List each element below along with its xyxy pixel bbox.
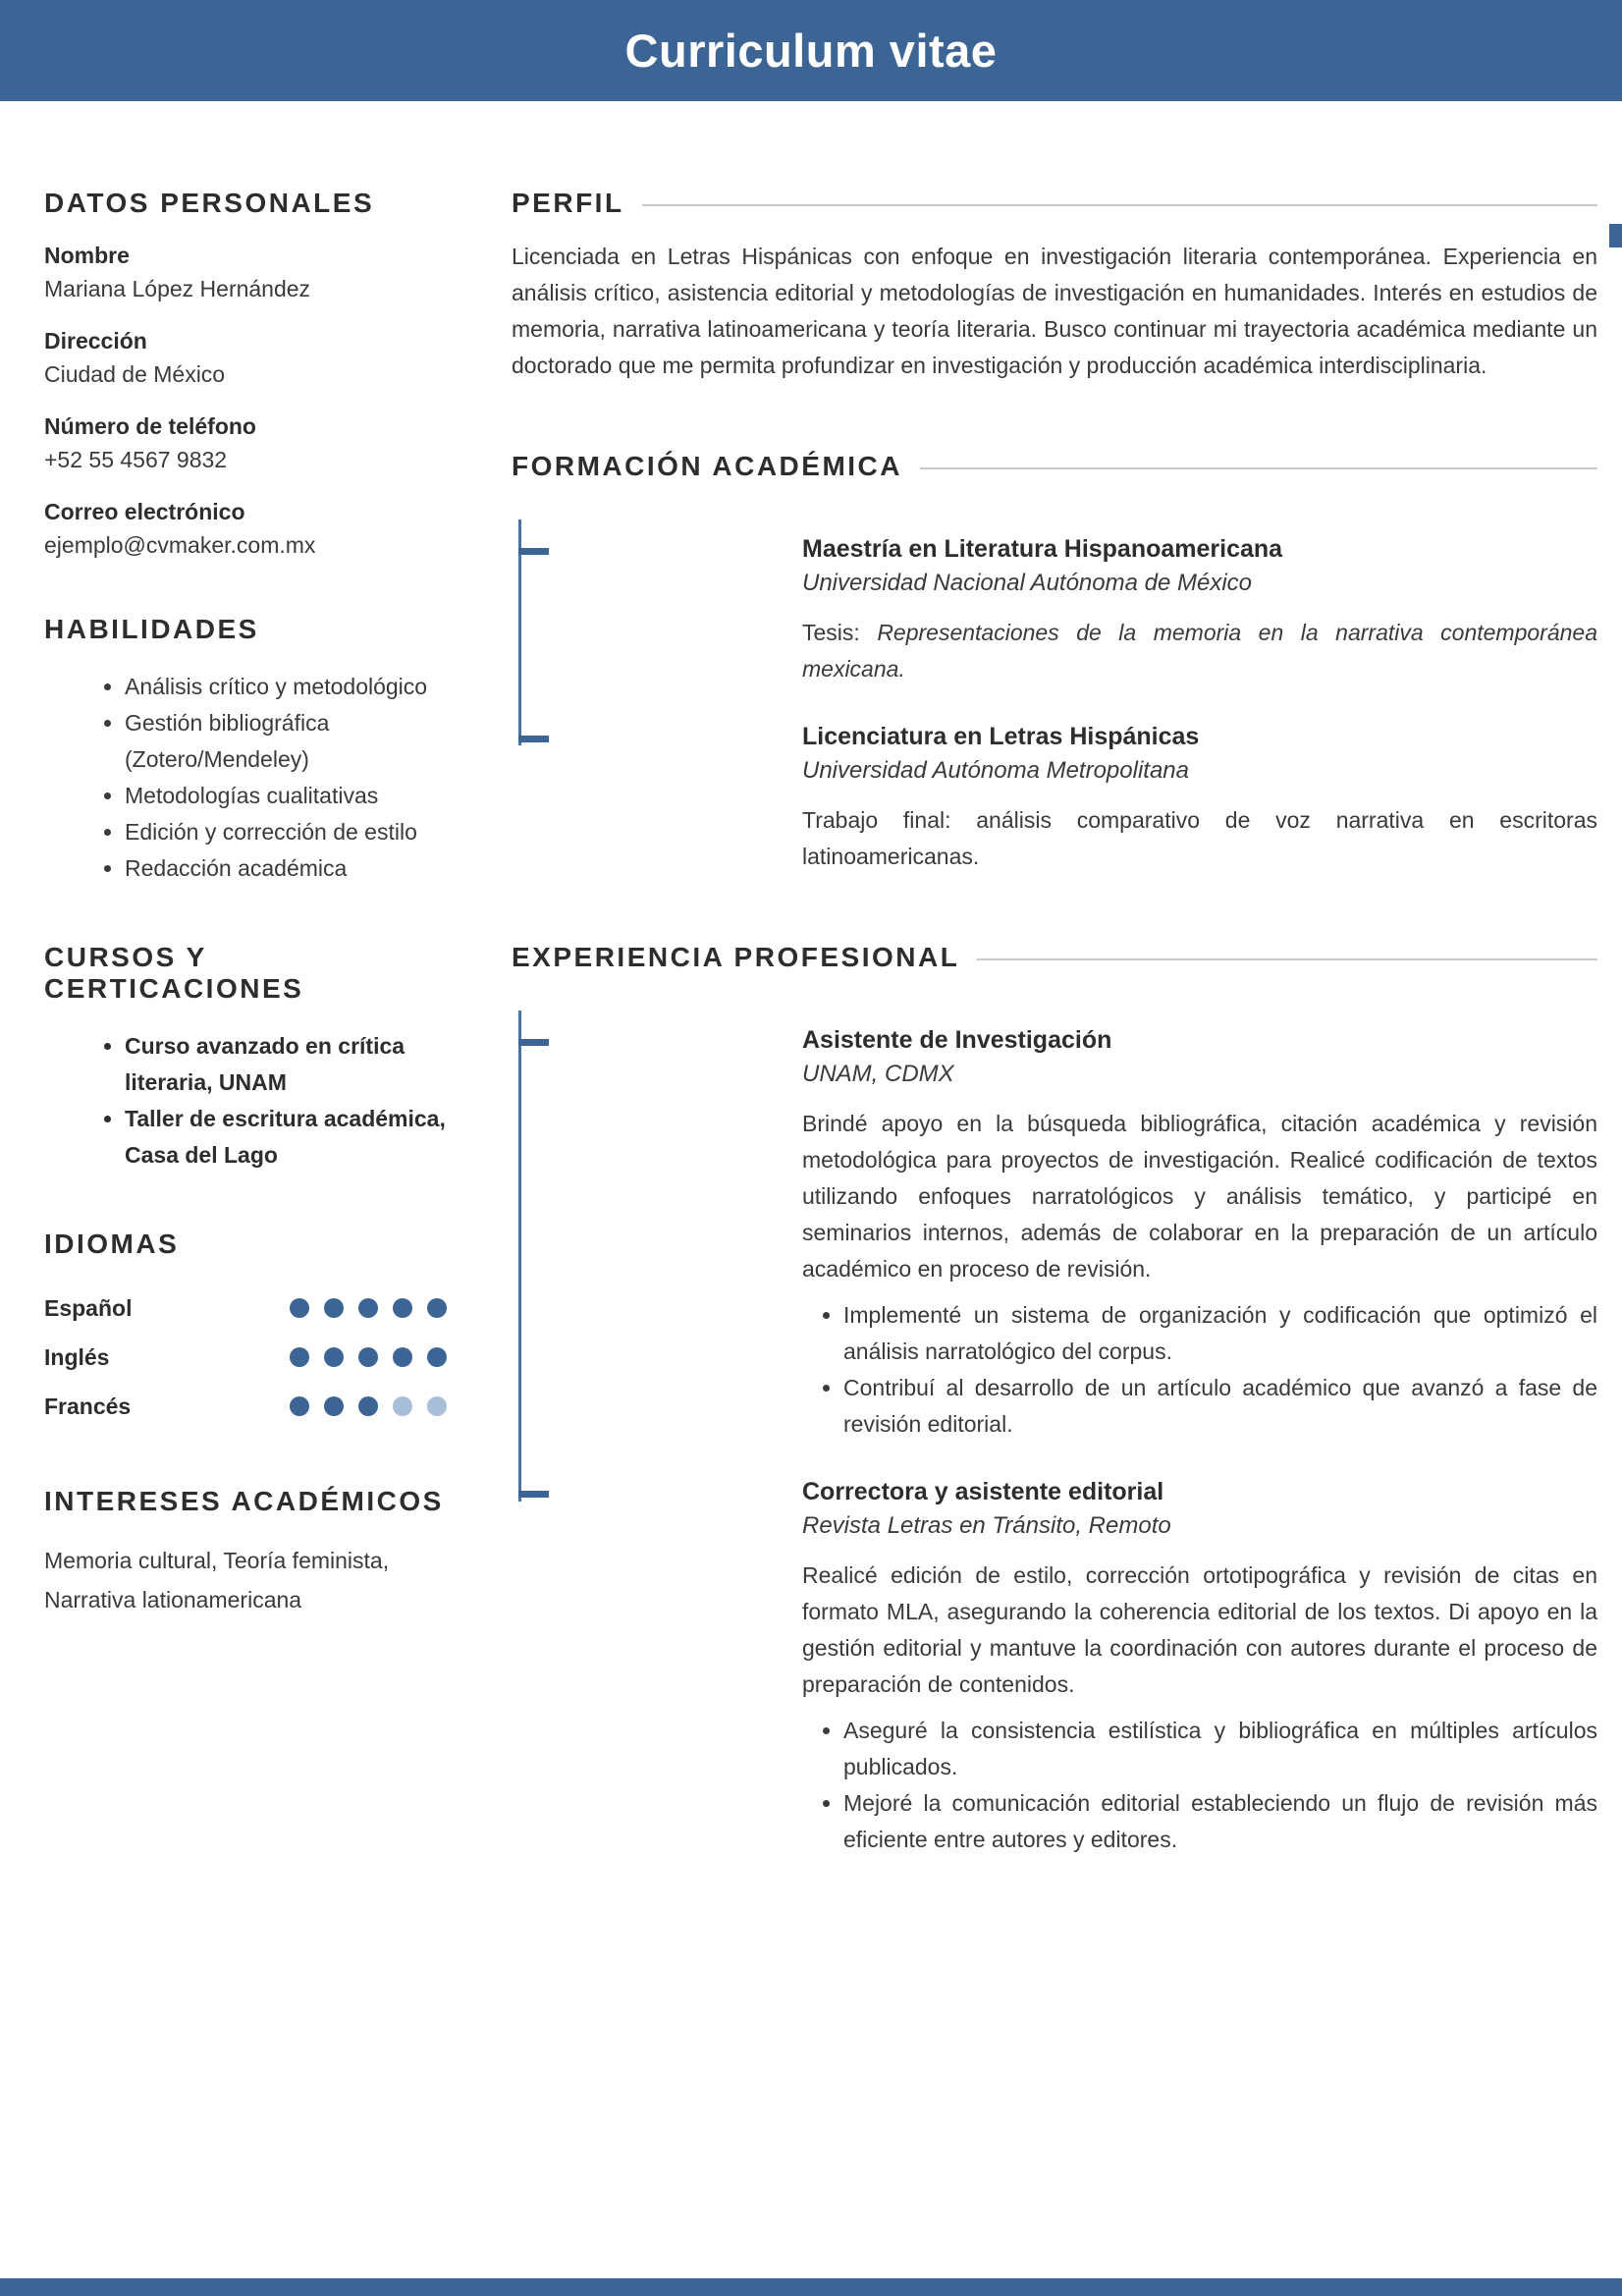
language-row — [44, 1284, 447, 1333]
entry-summary: Brindé apoyo en la búsqueda bibliográfica, citación académica y revisión metodológica para proyectos de investigación. Realicé codificación de textos utilizando enfoques narratológicos y análisis temático, y participé en seminarios internos, además de colaborar en la preparación de un artículo académico en proceso de revisión. — [802, 1111, 1597, 1282]
field-value: Ciudad de México — [44, 361, 226, 387]
language-level-dot — [427, 1298, 447, 1318]
section-datos-personales — [44, 188, 447, 559]
perfil-heading: PERFIL — [512, 188, 624, 218]
field-value: Mariana López Hernández — [44, 276, 311, 301]
language-level-dot — [427, 1396, 447, 1416]
habilidades-heading: HABILIDADES — [44, 614, 259, 644]
field-label: Número de teléfono — [44, 413, 256, 439]
language-level-dot — [358, 1298, 378, 1318]
page-edge-marker — [1609, 224, 1622, 247]
list-item: • Metodologías cualitativas — [125, 778, 447, 814]
datos-personales-heading: DATOS PERSONALES — [44, 188, 375, 218]
entry-title: Maestría en Literatura Hispanoamericana — [802, 535, 1283, 563]
entry-organization: UNAM, CDMX — [802, 1061, 954, 1087]
section-idiomas — [44, 1229, 447, 1431]
bullet-item: • Contribuí al desarrollo de un artículo académico que avanzó a fase de revisión editorial. — [843, 1370, 1597, 1443]
field-label: Dirección — [44, 328, 147, 354]
bullet-item: • Mejoré la comunicación editorial estableciendo un flujo de revisión más eficiente entre autores y editores. — [843, 1785, 1597, 1858]
list-item: • Gestión bibliográfica (Zotero/Mendeley) — [125, 705, 447, 778]
formacion-heading-row — [512, 451, 1597, 482]
heading-rule — [977, 958, 1597, 960]
timeline-line — [518, 1011, 521, 1502]
intereses-text: Memoria cultural, Teoría feminista, Narrativa lationamericana — [44, 1548, 390, 1613]
language-level-dot — [324, 1298, 344, 1318]
formacion-entries — [512, 535, 1597, 875]
header-bar — [0, 0, 1622, 101]
entry-detail — [802, 615, 1597, 687]
language-level-dots — [290, 1347, 447, 1367]
page-title: Curriculum vitae — [624, 25, 998, 77]
section-intereses — [44, 1486, 447, 1619]
field-direccion — [44, 328, 447, 388]
field-value: ejemplo@cvmaker.com.mx — [44, 532, 316, 558]
habilidades-list — [44, 669, 447, 887]
field-telefono — [44, 413, 447, 473]
list-item: • Edición y corrección de estilo — [125, 814, 447, 850]
language-name: Español — [44, 1294, 133, 1321]
language-level-dot — [393, 1396, 412, 1416]
language-level-dot — [393, 1298, 412, 1318]
language-level-dot — [290, 1298, 309, 1318]
language-name: Inglés — [44, 1343, 110, 1370]
list-item: • Taller de escritura académica, Casa del Lago — [125, 1101, 447, 1174]
entry-institution: Universidad Autónoma Metropolitana — [802, 757, 1189, 784]
main-column — [512, 188, 1597, 1858]
language-row — [44, 1382, 447, 1431]
education-entry — [802, 535, 1597, 687]
footer-bar — [0, 2278, 1622, 2296]
language-level-dot — [290, 1396, 309, 1416]
language-level-dots — [290, 1396, 447, 1416]
section-perfil — [512, 188, 1597, 384]
entry-title: Asistente de Investigación — [802, 1026, 1112, 1054]
language-level-dot — [427, 1347, 447, 1367]
cursos-list — [44, 1028, 447, 1174]
entry-title: Correctora y asistente editorial — [802, 1478, 1164, 1505]
cursos-heading: CURSOS Y CERTICACIONES — [44, 942, 304, 1004]
heading-rule — [642, 204, 1597, 206]
field-label: Correo electrónico — [44, 499, 245, 524]
entry-bullets — [802, 1297, 1597, 1443]
field-label: Nombre — [44, 243, 130, 268]
language-level-dot — [358, 1347, 378, 1367]
language-level-dot — [393, 1347, 412, 1367]
entry-summary: Realicé edición de estilo, corrección ortotipográfica y revisión de citas en formato MLA, asegurando la coherencia editorial de los textos. Di apoyo en la gestión editorial y mantuve la coordinación con autores durante el proceso de preparación de contenidos. — [802, 1562, 1597, 1697]
detail-prefix: Tesis: — [802, 620, 878, 645]
bullet-item: • Implementé un sistema de organización y codificación que optimizó el análisis narratológico del corpus. — [843, 1297, 1597, 1370]
entry-title: Licenciatura en Letras Hispánicas — [802, 723, 1200, 750]
language-level-dots — [290, 1298, 447, 1318]
experiencia-heading: EXPERIENCIA PROFESIONAL — [512, 942, 960, 972]
intereses-heading: INTERESES ACADÉMICOS — [44, 1486, 444, 1516]
field-value: +52 55 4567 9832 — [44, 447, 228, 472]
experience-entry — [802, 1026, 1597, 1443]
section-formacion-academica — [512, 451, 1597, 875]
page-content — [0, 101, 1622, 1858]
detail-thesis-title: Representaciones de la memoria en la narrativa contemporánea mexicana. — [802, 620, 1598, 682]
perfil-text: Licenciada en Letras Hispánicas con enfoque en investigación literaria contemporánea. Experiencia en análisis crítico, asistencia editorial y metodologías de investigación en humanidades. Interés en estudios de memoria, narrativa latinoamericana y teoría literaria. Busco continuar mi trayectoria académica mediante un doctorado que me permita profundizar en investigación y producción académica interdisciplinaria. — [512, 244, 1597, 378]
language-level-dot — [324, 1347, 344, 1367]
section-cursos-certificaciones — [44, 942, 447, 1174]
entry-institution: Universidad Nacional Autónoma de México — [802, 570, 1253, 596]
bullet-item: • Aseguré la consistencia estilística y bibliográfica en múltiples artículos publicados. — [843, 1713, 1597, 1785]
language-name: Francés — [44, 1393, 132, 1419]
section-habilidades — [44, 614, 447, 887]
list-item: • Redacción académica — [125, 850, 447, 887]
idiomas-heading: IDIOMAS — [44, 1229, 180, 1259]
perfil-heading-row — [512, 188, 1597, 219]
section-experiencia-profesional — [512, 942, 1597, 1858]
formacion-heading: FORMACIÓN ACADÉMICA — [512, 451, 902, 481]
language-level-dot — [324, 1396, 344, 1416]
list-item: • Curso avanzado en crítica literaria, UNAM — [125, 1028, 447, 1101]
list-item: • Análisis crítico y metodológico — [125, 669, 447, 705]
entry-organization: Revista Letras en Tránsito, Remoto — [802, 1512, 1171, 1539]
education-entry — [802, 723, 1597, 875]
experiencia-entries — [512, 1026, 1597, 1858]
experiencia-heading-row — [512, 942, 1597, 973]
language-level-dot — [290, 1347, 309, 1367]
experience-entry — [802, 1478, 1597, 1858]
sidebar — [44, 188, 447, 1858]
entry-bullets — [802, 1713, 1597, 1858]
heading-rule — [920, 467, 1597, 469]
entry-detail: Trabajo final: análisis comparativo de voz narrativa en escritoras latinoamericanas. — [802, 807, 1597, 869]
field-nombre — [44, 243, 447, 302]
language-row — [44, 1333, 447, 1382]
language-level-dot — [358, 1396, 378, 1416]
field-correo — [44, 499, 447, 559]
